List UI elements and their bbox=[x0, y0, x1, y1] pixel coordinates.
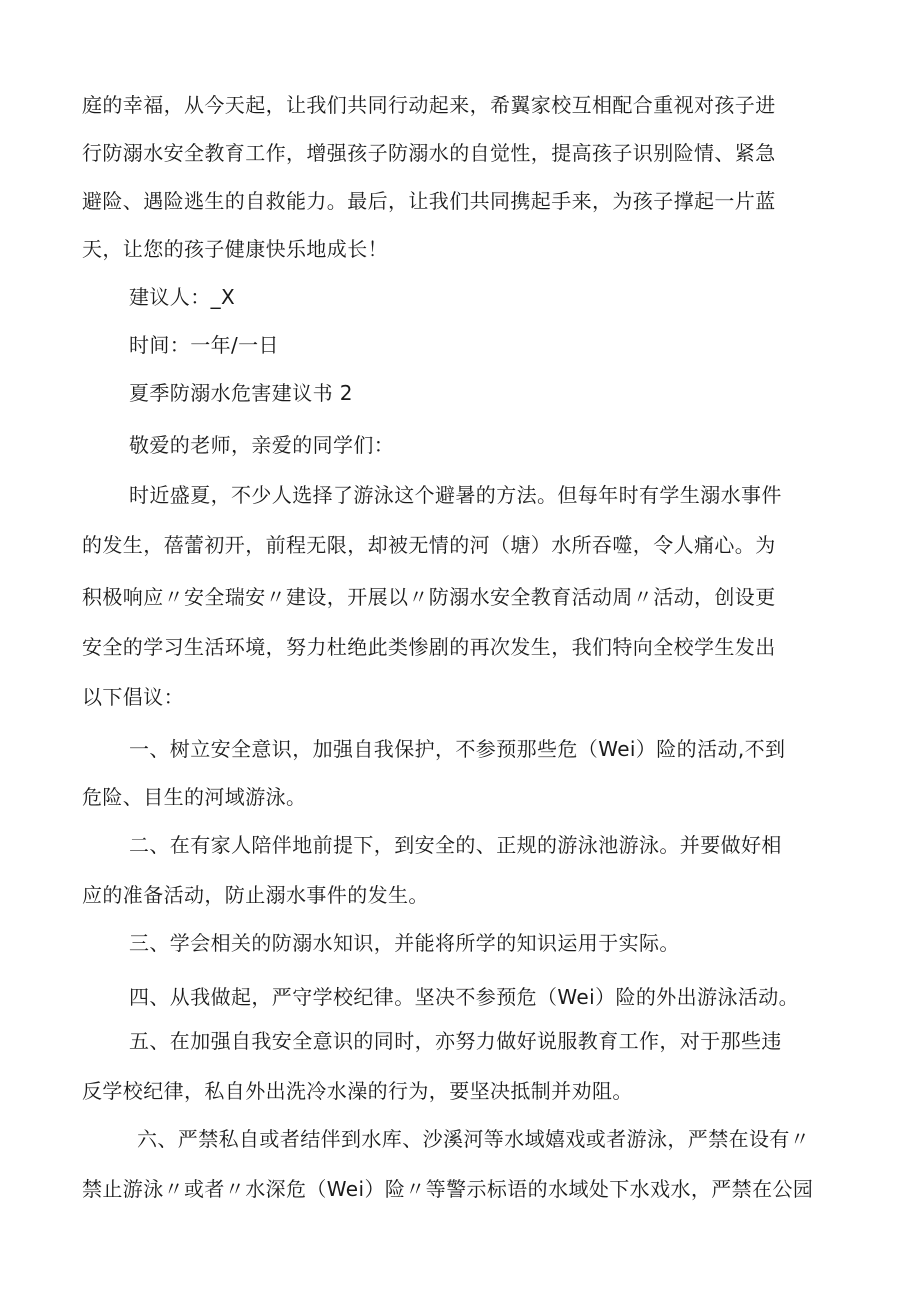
text-line: 庭的幸福，从今天起，让我们共同行动起来，希翼家校互相配合重视对孩子进 bbox=[82, 93, 776, 117]
proposal-item-2: 二、在有家人陪伴地前提下，到安全的、正规的游泳池游泳。并要做好相 bbox=[129, 833, 782, 857]
signature-date: 时间：一年/一日 bbox=[129, 333, 279, 357]
salutation: 敬爱的老师，亲爱的同学们： bbox=[129, 433, 395, 457]
text-line: 时近盛夏，不少人选择了游泳这个避暑的方法。但每年时有学生溺水事件 bbox=[129, 483, 782, 507]
text-line: 禁止游泳〃或者〃水深危（Wei）险〃等警示标语的水域处下水戏水，严禁在公园 bbox=[82, 1177, 814, 1201]
text-line: 积极响应〃安全瑞安〃建设，开展以〃防溺水安全教育活动周〃活动，创设更 bbox=[82, 585, 776, 609]
text-line: 行防溺水安全教育工作，增强孩子防溺水的自觉性，提高孩子识别险情、紧急 bbox=[82, 141, 776, 165]
signature-proposer: 建议人：_X bbox=[129, 285, 236, 309]
proposal-item-5: 五、在加强自我安全意识的同时，亦努力做好说服教育工作，对于那些违 bbox=[129, 1029, 782, 1053]
proposal-item-4: 四、从我做起，严守学校纪律。坚决不参预危（Wei）险的外出游泳活动。 bbox=[129, 985, 800, 1009]
proposal-item-6: 六、严禁私自或者结伴到水库、沙溪河等水域嬉戏或者游泳，严禁在设有〃 bbox=[137, 1127, 811, 1151]
text-line: 的发生，蓓蕾初开，前程无限，却被无情的河（塘）水所吞噬，令人痛心。为 bbox=[82, 533, 776, 557]
text-line: 以下倡议： bbox=[82, 685, 184, 709]
text-line: 应的准备活动，防止溺水事件的发生。 bbox=[82, 883, 429, 907]
text-line: 安全的学习生活环境，努力杜绝此类惨剧的再次发生，我们特向全校学生发出 bbox=[82, 635, 776, 659]
text-line: 天，让您的孩子健康快乐地成长！ bbox=[82, 237, 388, 261]
text-line: 避险、遇险逃生的自救能力。最后，让我们共同携起手来，为孩子撑起一片蓝 bbox=[82, 189, 776, 213]
section-title: 夏季防溺水危害建议书 2 bbox=[129, 381, 353, 405]
text-line: 反学校纪律，私自外出洗冷水澡的行为，要坚决抵制并劝阻。 bbox=[82, 1079, 633, 1103]
proposal-item-3: 三、学会相关的防溺水知识，并能将所学的知识运用于实际。 bbox=[129, 931, 680, 955]
text-line: 危险、目生的河域游泳。 bbox=[82, 785, 307, 809]
proposal-item-1: 一、树立安全意识，加强自我保护，不参预那些危（Wei）险的活动,不到 bbox=[129, 737, 786, 761]
